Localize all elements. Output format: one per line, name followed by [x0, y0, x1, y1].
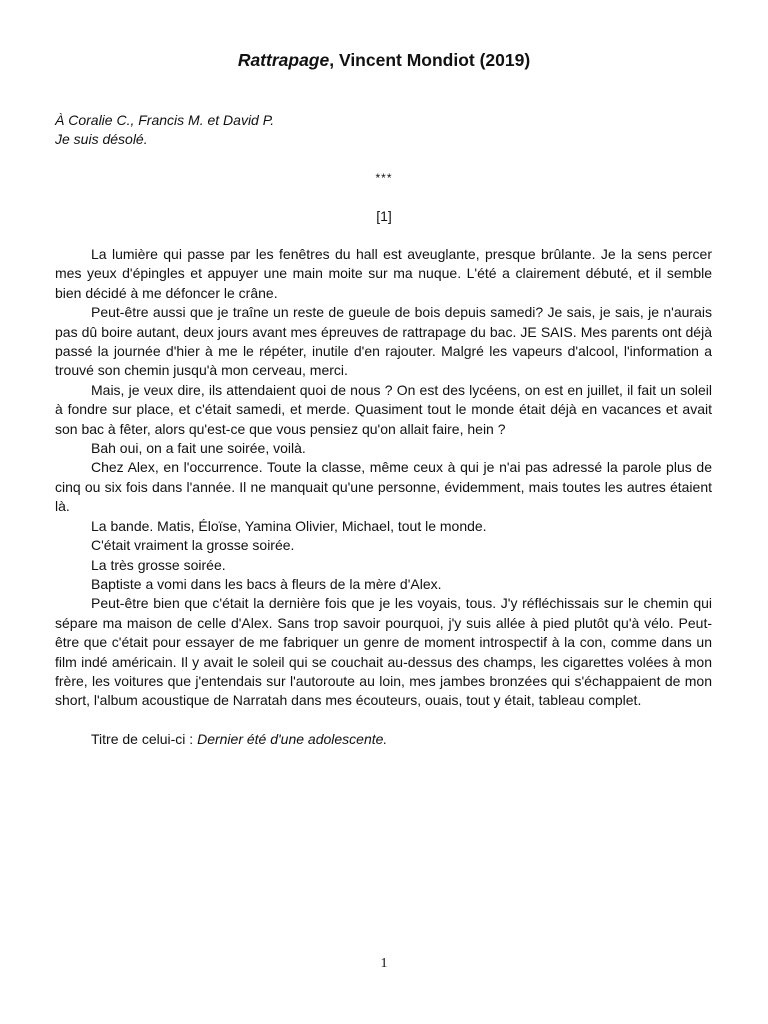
paragraph: Baptiste a vomi dans les bacs à fleurs de la mère d'Alex. [91, 575, 442, 592]
paragraph: La lumière qui passe par les fenêtres du hall est aveuglante, presque brûlante. Je la sens percer mes yeux d'épingles et appuyer une main moite sur ma nuque. L'été a clairement débuté, et il semble bien décidé à me défoncer le crâne. [55, 246, 712, 301]
paragraph: Peut-être bien que c'était la dernière fois que je les voyais, tous. J'y réfléchissais sur le chemin qui sépare ma maison de celle d'Alex. Sans trop savoir pourquoi, j'y suis allée à pied plutôt qu'à vélo. Peut-être que c'était pour essayer de me fabriquer un genre de moment introspectif à la con, comme dans un film indé américain. Il y avait le soleil qui se couchait au-dessus des champs, les cigarettes volées à mon frère, les voitures que j'entendais sur l'autoroute au loin, mes jambes bronzées qui s'échappaient de mon short, l'album acoustique de Narratah dans mes écouteurs, ouais, tout y était, tableau complet. [55, 595, 712, 709]
section-separator: *** [375, 171, 393, 185]
paragraph: La très grosse soirée. [91, 556, 226, 573]
paragraph: La bande. Matis, Éloïse, Yamina Olivier, Michael, tout le monde. [91, 517, 487, 534]
paragraph: Chez Alex, en l'occurrence. Toute la classe, même ceux à qui je n'ai pas adressé la parole plus de cinq ou six fois dans l'année. Il ne manquait qu'une personne, évidemment, mais toutes les autres étaient là. [55, 459, 712, 515]
closing-paragraph [55, 730, 712, 749]
author-year: , Vincent Mondiot (2019) [329, 50, 531, 70]
paragraph: Bah oui, on a fait une soirée, voilà. [91, 440, 306, 457]
closing-italic-title: Dernier été d'une adolescente. [197, 731, 388, 748]
paragraph: Peut-être aussi que je traîne un reste de gueule de bois depuis samedi? Je sais, je sais, je n'aurais pas dû boire autant, deux jours avant mes épreuves de rattrapage du bac. JE SAIS. Mes parents ont déjà passé la journée d'hier à me le répéter, inutile d'en rajouter. Malgré les vapeurs d'alcool, l'information a trouvé son chemin jusqu'à mon cerveau, merci. [55, 304, 712, 379]
closing-prefix: Titre de celui-ci : [91, 731, 198, 748]
dedication [55, 111, 715, 150]
paragraph: Mais, je veux dire, ils attendaient quoi de nous ? On est des lycéens, on est en juillet, il fait un soleil à fondre sur place, et c'était samedi, et merde. Quasiment tout le monde était déjà en vacances et avait son bac à fêter, alors qu'est-ce que vous pensiez qu'on allait faire, hein ? [55, 381, 712, 437]
dedication-line-2: Je suis désolé. [55, 131, 148, 148]
chapter-marker: [1] [376, 208, 392, 224]
document-title [0, 48, 768, 72]
page-number: 1 [380, 956, 388, 971]
paragraph: C'était vraiment la grosse soirée. [91, 537, 295, 554]
body-text [55, 245, 712, 750]
work-title: Rattrapage [237, 50, 330, 70]
dedication-line-1: À Coralie C., Francis M. et David P. [55, 112, 275, 128]
